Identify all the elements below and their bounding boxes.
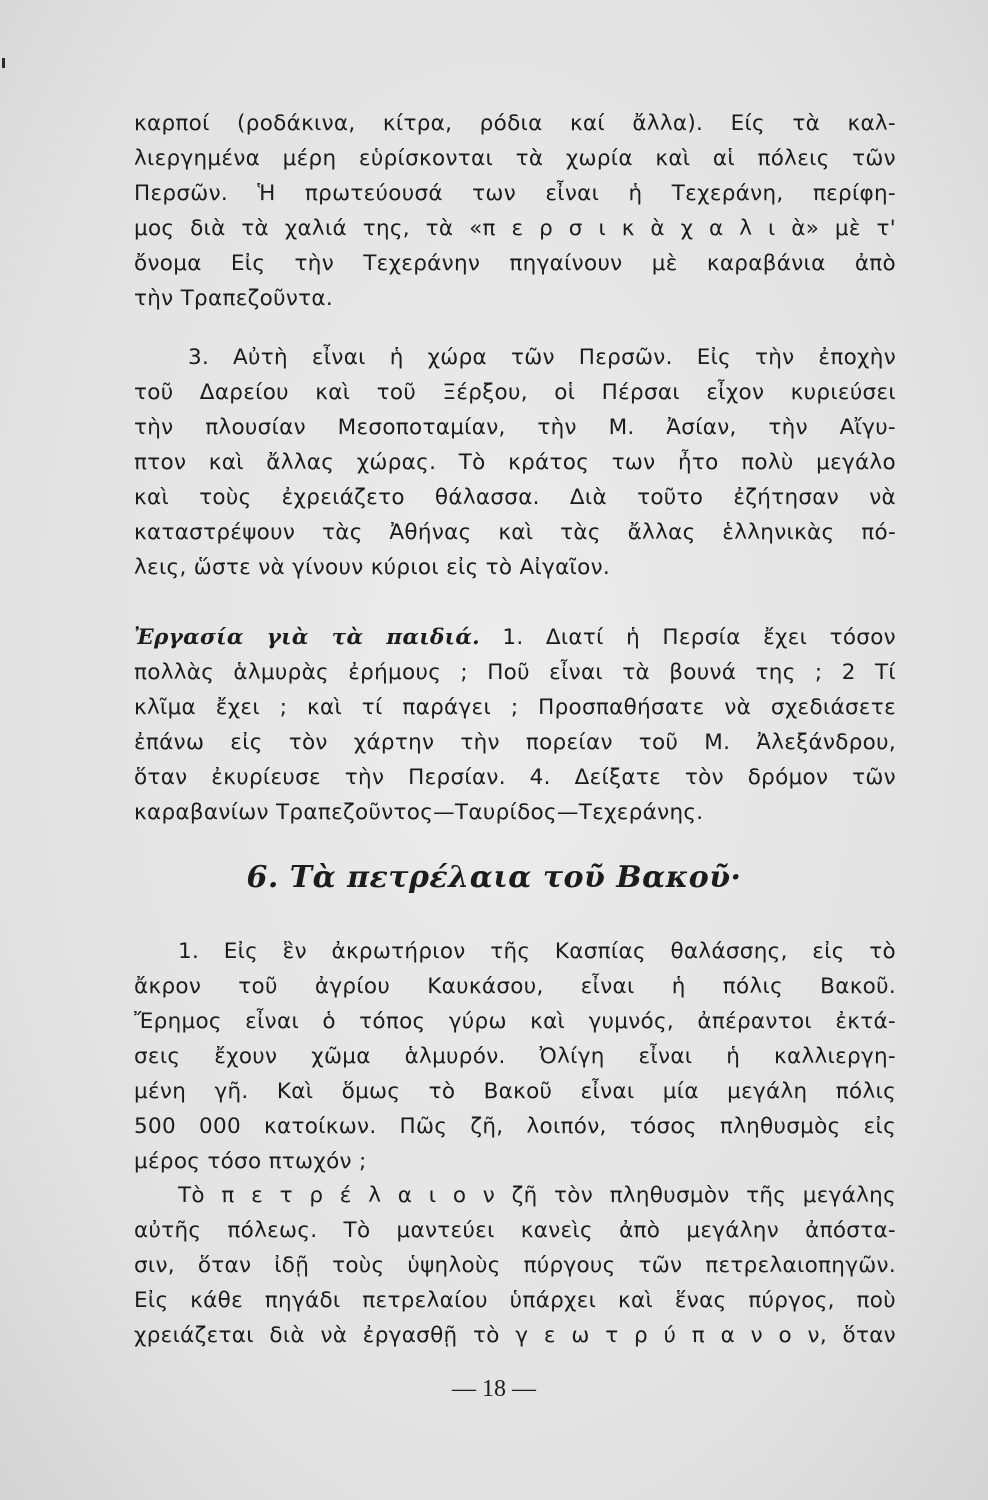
text-line: σιν, ὅταν ἰδῇ τοὺς ὑψηλοὺς πύργους τῶν πετρελαιοπηγῶν. <box>134 1253 896 1278</box>
text-line: ὅταν ἐκυρίευσε τὴν Περσίαν. 4. Δείξατε τὸν δρόμον τῶν <box>134 765 896 790</box>
margin-mark <box>2 58 5 68</box>
text-line: πολλὰς ἁλμυρὰς ἐρήμους ; Ποῦ εἶναι τὰ βουνά της ; 2 Τί <box>134 660 896 685</box>
text-line: Εἰς κάθε πηγάδι πετρελαίου ὑπάρχει καὶ ἕνας πύργος, ποὺ <box>134 1288 896 1313</box>
text-line: μένη γῆ. Καὶ ὅμως τὸ Βακοῦ εἶναι μία μεγάλη πόλις <box>134 1079 896 1104</box>
text-line: μος διὰ τὰ χαλιά της, τὰ «π ε ρ σ ι κ ὰ χ α λ ι ὰ» μὲ τ' <box>134 216 896 241</box>
text-line: πτον καὶ ἄλλας χώρας. Τὸ κράτος των ἦτο πολὺ μεγάλο <box>134 450 896 475</box>
text-line: 500 000 κατοίκων. Πῶς ζῆ, λοιπόν, τόσος πληθυσμὸς εἰς <box>134 1114 896 1139</box>
text-line: Ἔρημος εἶναι ὁ τόπος γύρω καὶ γυμνός, ἀπέραντοι ἐκτά- <box>134 1009 896 1034</box>
text-line: χρειάζεται διὰ νὰ ἐργασθῇ τὸ γ ε ω τ ρ ύ π α ν ο ν, ὅταν <box>134 1323 896 1348</box>
text-line: ἐπάνω εἰς τὸν χάρτην τὴν πορείαν τοῦ Μ. Ἀλεξάνδρου, <box>134 730 896 755</box>
text-line: λιεργημένα μέρη εὑρίσκονται τὰ χωρία καὶ αἱ πόλεις τῶν <box>134 146 896 171</box>
text-line: τοῦ Δαρείου καὶ τοῦ Ξέρξου, οἱ Πέρσαι εἶχον κυριεύσει <box>134 380 896 405</box>
text-line: τὴν Τραπεζοῦντα. <box>134 286 333 311</box>
exercises-first-line-text: 1. Διατί ἡ Περσία ἔχει τόσον <box>479 625 896 650</box>
text-line: κλῖμα ἔχει ; καὶ τί παράγει ; Προσπαθήσατε νὰ σχεδιάσετε <box>134 695 896 720</box>
page-number: — 18 — <box>452 1376 536 1402</box>
text-line: αὐτῆς πόλεως. Τὸ μαντεύει κανεὶς ἀπὸ μεγάλην ἀπόστα- <box>134 1218 896 1243</box>
text-line: καρποί (ροδάκινα, κίτρα, ρόδια καί ἄλλα). Είς τὰ καλ- <box>134 111 896 136</box>
text-line: 3. Αὐτὴ εἶναι ἡ χώρα τῶν Περσῶν. Εἰς τὴν ἐποχὴν <box>188 345 896 370</box>
text-line: 1. Εἰς ἓν ἀκρωτήριον τῆς Κασπίας θαλάσσης, εἰς τὸ <box>178 939 896 964</box>
text-line: Τὸ π ε τ ρ έ λ α ι ο ν ζῆ τὸν πληθυσμὸν τῆς μεγάλης <box>178 1183 896 1208</box>
text-line: ὄνομα Εἰς τὴν Τεχεράνην πηγαίνουν μὲ καραβάνια ἀπὸ <box>134 251 896 276</box>
section-paragraph-1 <box>134 934 896 1179</box>
text-line: καταστρέψουν τὰς Ἀθήνας καὶ τὰς ἄλλας ἑλληνικὰς πό- <box>134 520 896 545</box>
text-line: λεις, ὥστε νὰ γίνουν κύριοι εἰς τὸ Αἰγαῖον. <box>134 555 611 580</box>
text-line: καὶ τοὺς ἐχρειάζετο θάλασσα. Διὰ τοῦτο ἐζήτησαν νὰ <box>134 485 896 510</box>
exercises-first-line <box>134 620 896 655</box>
exercises-paragraph <box>134 620 896 830</box>
section-paragraph-2 <box>134 1178 896 1353</box>
paragraph-3 <box>134 340 896 585</box>
text-line: μέρος τόσο πτωχόν ; <box>134 1149 367 1174</box>
text-line: ἄκρον τοῦ ἀγρίου Καυκάσου, εἶναι ἡ πόλις Βακοῦ. <box>134 974 896 999</box>
text-line: τὴν πλουσίαν Μεσοποταμίαν, τὴν Μ. Ἀσίαν, τὴν Αἴγυ- <box>134 415 896 440</box>
text-line: καραβανίων Τραπεζοῦντος—Ταυρίδος—Τεχεράνης. <box>134 800 704 825</box>
exercises-label: Ἐργασία γιὰ τὰ παιδιά. <box>134 625 480 650</box>
paragraph-intro <box>134 106 896 316</box>
section-heading: 6. Τὰ πετρέλαια τοῦ Βακοῦ· <box>246 860 742 895</box>
text-line: σεις ἔχουν χῶμα ἁλμυρόν. Ὀλίγη εἶναι ἡ καλλιεργη- <box>134 1044 896 1069</box>
text-line: Περσῶν. Ἡ πρωτεύουσά των εἶναι ἡ Τεχεράνη, περίφη- <box>134 181 896 206</box>
